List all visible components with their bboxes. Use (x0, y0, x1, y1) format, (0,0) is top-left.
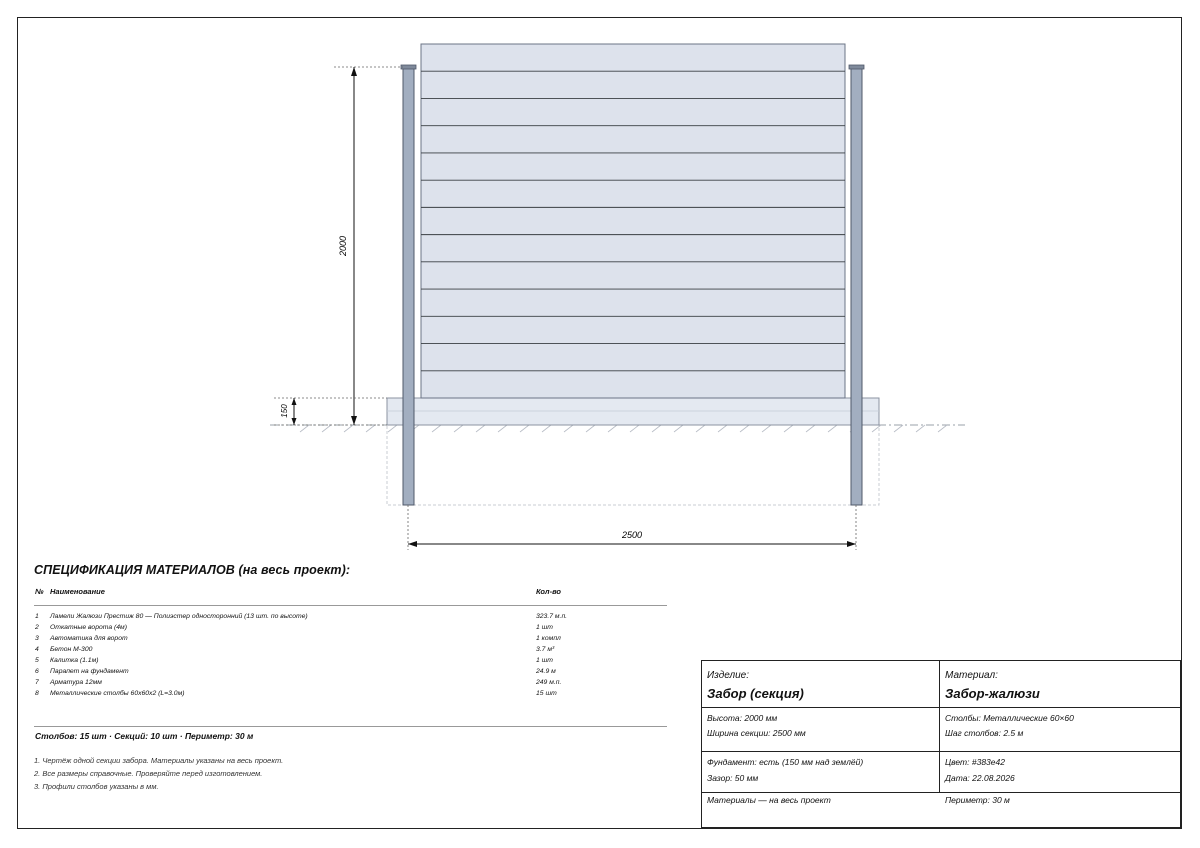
dim-width-arrow-left (408, 541, 417, 547)
spec-row-qty: 1 шт (536, 624, 553, 631)
dim-height-label: 2000 (338, 235, 348, 257)
spec-header-qty: Кол-во (536, 587, 561, 596)
ground-hatch-mark (894, 425, 903, 432)
spec-row-name: Бетон М-300 (50, 646, 93, 653)
spec-row-qty: 1 компл (536, 635, 561, 642)
slat-panel (421, 44, 845, 398)
title-block-rule (702, 751, 1180, 752)
ground-hatch-mark (784, 425, 793, 432)
product-label: Изделие: (707, 670, 749, 681)
dim-parapet-label: 150 (280, 404, 289, 418)
ground-hatch-mark (476, 425, 485, 432)
dim-width-label: 2500 (621, 530, 643, 540)
spec-row-no: 8 (35, 690, 39, 697)
height-value: Высота: 2000 мм (707, 713, 778, 723)
perimeter-value: Периметр: 30 м (945, 795, 1010, 805)
spec-row-name: Металлические столбы 60x60x2 (L=3.0м) (50, 690, 185, 697)
foundation-outline (387, 425, 879, 505)
spec-row-name: Арматура 12мм (50, 679, 102, 686)
note-item: 3. Профили столбов указаны в мм. (34, 782, 159, 791)
spec-row-no: 7 (35, 679, 39, 686)
ground-hatch-mark (586, 425, 595, 432)
spec-row (34, 657, 667, 668)
spec-section (34, 563, 674, 741)
note-item: 2. Все размеры справочные. Проверяйте перед изготовлением. (34, 769, 263, 778)
spec-row-qty: 3.7 м³ (536, 646, 555, 653)
spec-row (34, 668, 667, 679)
spec-row (34, 646, 667, 657)
material-value: Забор-жалюзи (945, 686, 1040, 701)
ground-hatch-mark (432, 425, 441, 432)
spec-header (34, 587, 667, 606)
ground-hatch-mark (718, 425, 727, 432)
ground-hatch-mark (740, 425, 749, 432)
spec-header-name: Наименование (50, 587, 105, 596)
ground-hatch-mark (916, 425, 925, 432)
ground-hatch-mark (938, 425, 947, 432)
spec-row-no: 3 (35, 635, 39, 642)
spec-row-name: Калитка (1.1м) (50, 657, 99, 664)
ground-hatch-mark (300, 425, 309, 432)
right-post (851, 67, 862, 505)
spec-summary: Столбов: 15 шт · Секций: 10 шт · Периметр: 30 м (35, 731, 254, 741)
notes (34, 754, 283, 793)
section-width-value: Ширина секции: 2500 мм (707, 728, 806, 738)
spec-row-no: 6 (35, 668, 39, 675)
gap-value: Зазор: 50 мм (707, 773, 759, 783)
product-value: Забор (секция) (707, 686, 804, 701)
ground-hatch-mark (806, 425, 815, 432)
color-value: Цвет: #383e42 (945, 757, 1005, 767)
post-step-value: Шаг столбов: 2.5 м (945, 728, 1024, 738)
ground-hatch-mark (652, 425, 661, 432)
parapet (387, 398, 879, 425)
spec-title: СПЕЦИФИКАЦИЯ МАТЕРИАЛОВ (на весь проект): (34, 563, 351, 577)
title-block-divider (939, 661, 940, 793)
spec-row-qty: 24.9 м (536, 668, 556, 675)
ground-hatch-mark (520, 425, 529, 432)
date-value: Дата: 22.08.2026 (945, 773, 1015, 783)
material-label: Материал: (945, 670, 998, 681)
spec-row-qty: 1 шт (536, 657, 553, 664)
spec-row-no: 5 (35, 657, 39, 664)
spec-row-no: 1 (35, 613, 39, 620)
spec-row-name: Ламели Жалюзи Престиж 80 — Полиэстер односторонний (13 шт. по высоте) (50, 613, 308, 620)
dim-width-arrow-right (847, 541, 856, 547)
ground-hatch (300, 425, 947, 432)
ground-hatch-mark (564, 425, 573, 432)
ground-hatch-mark (344, 425, 353, 432)
dim-parapet-arrow-top (292, 398, 297, 405)
spec-row-qty: 323.7 м.п. (536, 613, 568, 620)
left-post (403, 67, 414, 505)
spec-header-no: № (35, 587, 44, 596)
spec-row (34, 690, 667, 701)
spec-row-qty: 15 шт (536, 690, 557, 697)
ground-hatch-mark (762, 425, 771, 432)
spec-row (34, 613, 667, 624)
spec-row-no: 2 (35, 624, 39, 631)
ground-hatch-mark (388, 425, 397, 432)
ground-hatch-mark (454, 425, 463, 432)
spec-row-name: Автоматика для ворот (50, 635, 128, 642)
posts-value: Столбы: Металлические 60×60 (945, 713, 1074, 723)
foundation-value: Фундамент: есть (150 мм над землёй) (707, 757, 864, 767)
note-item: 1. Чертёж одной секции забора. Материалы указаны на весь проект. (34, 756, 284, 765)
spec-row-name: Парапет на фундамент (50, 668, 129, 675)
ground-hatch-mark (872, 425, 881, 432)
spec-row-qty: 249 м.п. (536, 679, 562, 686)
ground-hatch-mark (322, 425, 331, 432)
title-block (701, 660, 1181, 828)
ground-hatch-mark (542, 425, 551, 432)
spec-row (34, 624, 667, 635)
ground-hatch-mark (630, 425, 639, 432)
materials-note: Материалы — на весь проект (707, 795, 831, 805)
right-post-cap (849, 65, 864, 69)
title-block-rule (702, 707, 1180, 708)
ground-hatch-mark (828, 425, 837, 432)
dim-height-arrow-top (351, 67, 357, 76)
spec-row-no: 4 (35, 646, 39, 653)
spec-row-name: Откатные ворота (4м) (50, 624, 127, 631)
dim-height-arrow-bottom (351, 416, 357, 425)
spec-row (34, 635, 667, 646)
ground-hatch-mark (366, 425, 375, 432)
left-post-cap (401, 65, 416, 69)
dim-parapet-arrow-bottom (292, 418, 297, 425)
spec-row (34, 679, 667, 690)
ground-hatch-mark (498, 425, 507, 432)
ground-hatch-mark (696, 425, 705, 432)
spec-separator (34, 726, 667, 727)
ground-hatch-mark (608, 425, 617, 432)
ground-hatch-mark (674, 425, 683, 432)
title-block-rule (702, 792, 1180, 793)
